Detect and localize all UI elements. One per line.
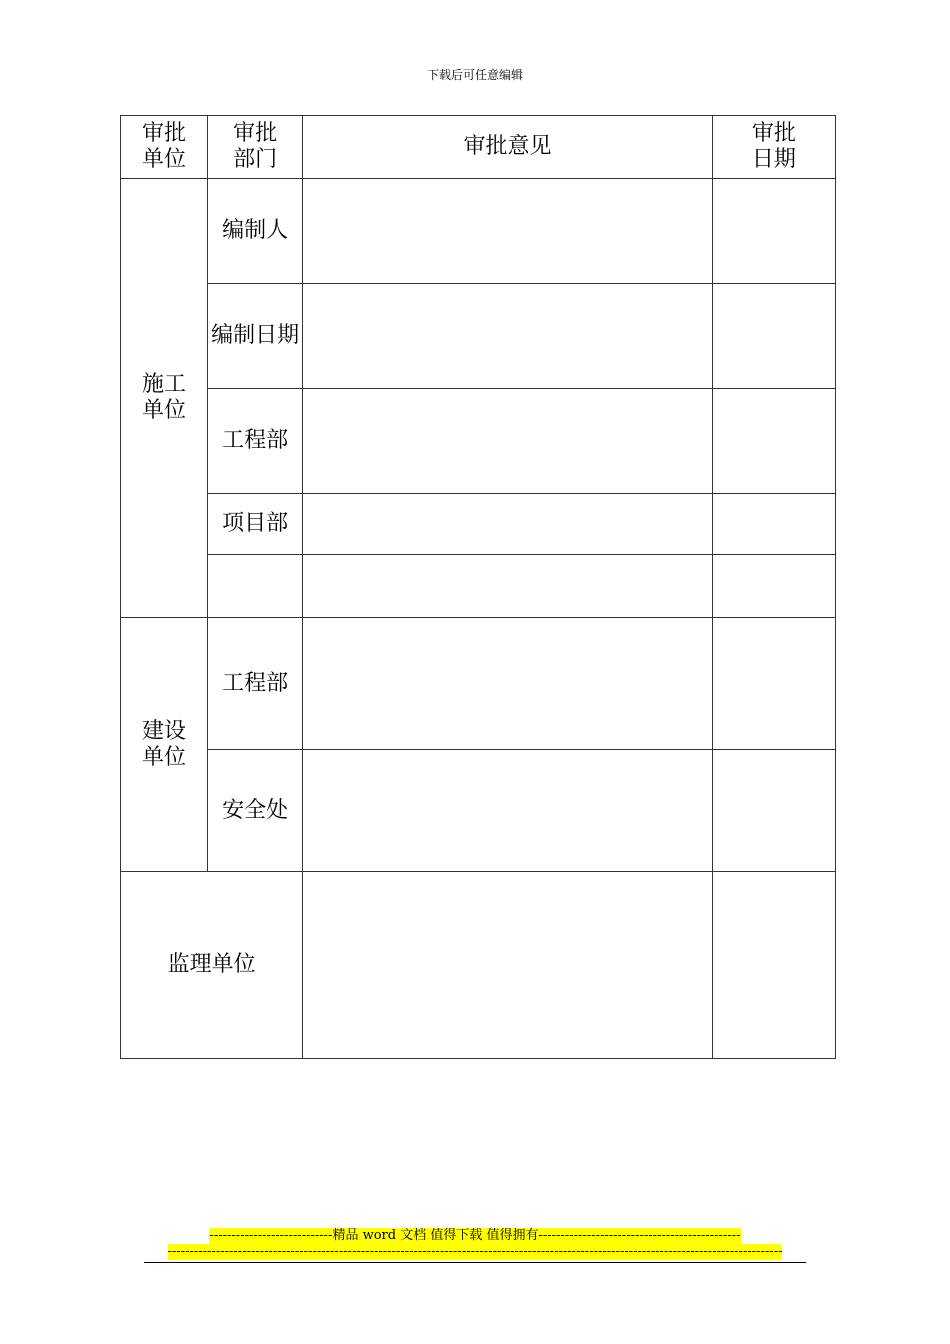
date-cell[interactable] <box>712 555 835 618</box>
date-cell[interactable] <box>712 389 835 494</box>
dept-cell: 安全处 <box>208 750 303 872</box>
date-cell[interactable] <box>712 494 835 555</box>
header-approval-dept <box>208 116 303 179</box>
footer-line2: -------------------------------------------------------------------------------------------------------------------------------------------- <box>167 1244 783 1259</box>
opinion-cell[interactable] <box>303 179 713 284</box>
construction-unit-line2: 单位 <box>142 398 187 423</box>
header-unit-line1: 审批 <box>142 121 187 146</box>
footer-banner <box>0 1228 950 1260</box>
date-cell[interactable] <box>712 284 835 389</box>
opinion-cell[interactable] <box>303 389 713 494</box>
header-unit-line2: 单位 <box>142 147 187 172</box>
opinion-cell[interactable] <box>303 494 713 555</box>
header-date-line2: 日期 <box>751 147 796 172</box>
dept-cell: 编制日期 <box>208 284 303 389</box>
opinion-cell[interactable] <box>303 750 713 872</box>
opinion-cell[interactable] <box>303 872 713 1059</box>
opinion-cell[interactable] <box>303 618 713 750</box>
date-cell[interactable] <box>712 618 835 750</box>
table-header-row <box>121 116 836 179</box>
date-cell[interactable] <box>712 750 835 872</box>
opinion-cell[interactable] <box>303 284 713 389</box>
header-approval-opinion: 审批意见 <box>303 116 713 179</box>
builder-unit-line1: 建设 <box>142 718 187 744</box>
table-row <box>121 389 836 494</box>
construction-unit-cell <box>121 179 208 618</box>
construction-unit-line1: 施工 <box>142 372 187 397</box>
footer-line1: ----------------------------精品 word 文档 值得下载 值得拥有---------------------------------------------- <box>209 1228 741 1243</box>
table-row <box>121 179 836 284</box>
dept-cell: 项目部 <box>208 494 303 555</box>
header-approval-unit <box>121 116 208 179</box>
dept-cell: 工程部 <box>208 618 303 750</box>
dept-cell: 编制人 <box>208 179 303 284</box>
table-row <box>121 494 836 555</box>
builder-unit-line2: 单位 <box>142 744 187 770</box>
table-row <box>121 750 836 872</box>
date-cell[interactable] <box>712 872 835 1059</box>
builder-unit-cell <box>121 618 208 872</box>
header-dept-line2: 部门 <box>233 147 278 172</box>
header-dept-line1: 审批 <box>233 121 278 146</box>
table-row <box>121 872 836 1059</box>
table-row <box>121 618 836 750</box>
table-row <box>121 284 836 389</box>
footer-divider <box>144 1262 806 1263</box>
table-row <box>121 555 836 618</box>
date-cell[interactable] <box>712 179 835 284</box>
dept-cell[interactable] <box>208 555 303 618</box>
supervision-unit-cell: 监理单位 <box>121 872 303 1059</box>
opinion-cell[interactable] <box>303 555 713 618</box>
dept-cell: 工程部 <box>208 389 303 494</box>
header-date-line1: 审批 <box>751 121 796 146</box>
header-approval-date <box>712 116 835 179</box>
header-note: 下载后可任意编辑 <box>426 68 523 82</box>
approval-table <box>120 115 836 1059</box>
